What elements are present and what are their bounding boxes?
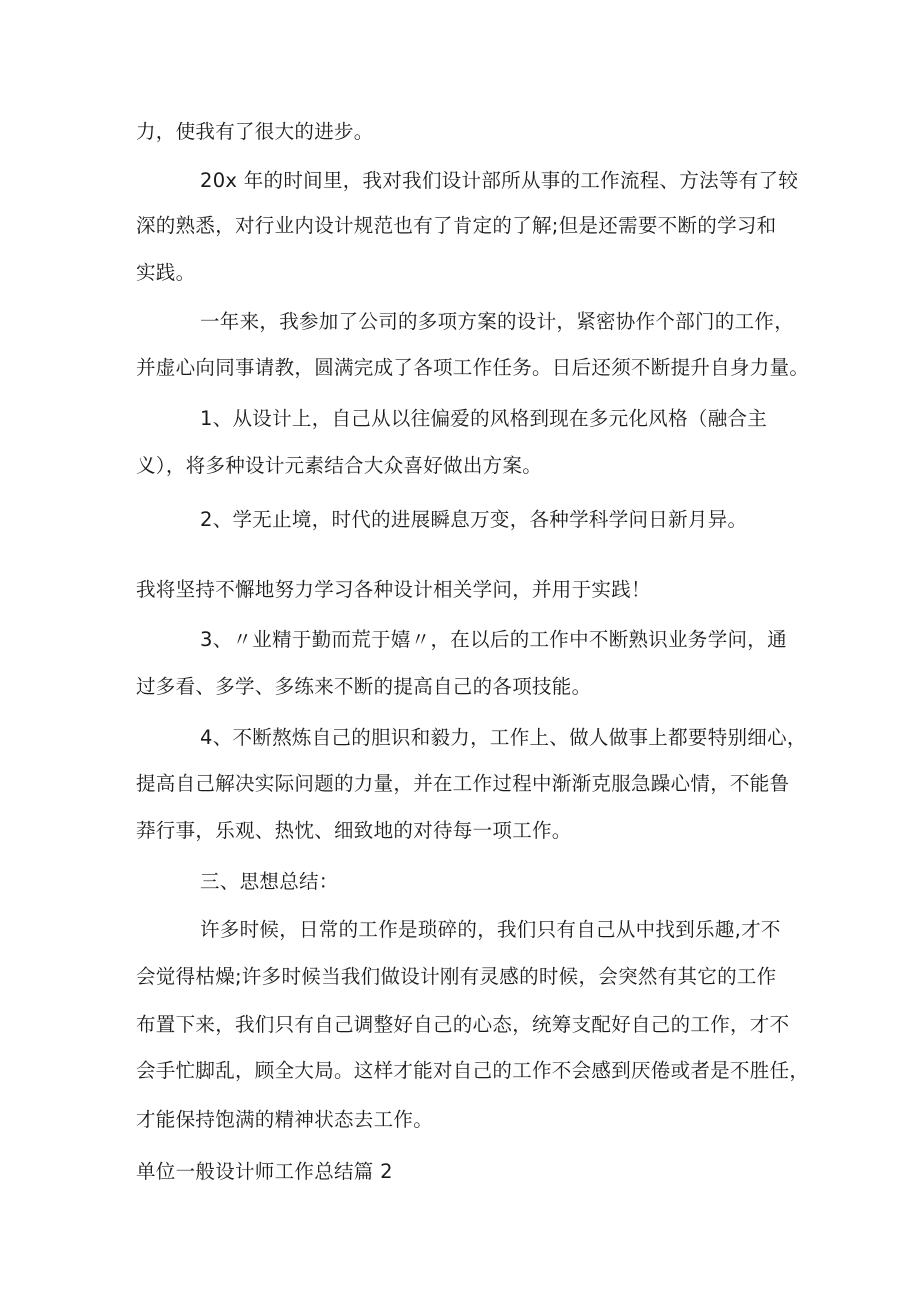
text-line: 力，使我有了很大的进步。 xyxy=(136,120,374,143)
text-line: 4、不断熬炼自己的胆识和毅力，工作上、做人做事上都要特别细心， xyxy=(200,726,807,749)
section-heading: 三、思想总结： xyxy=(200,870,339,893)
text-line: 并虚心向同事请教，圆满完成了各项工作任务。日后还须不断提升自身力量。 xyxy=(136,356,810,379)
text-line: 莽行事，乐观、热忱、细致地的对待每一项工作。 xyxy=(136,819,572,842)
document-title: 单位一般设计师工作总结篇 2 xyxy=(136,1160,393,1183)
text-line: 会手忙脚乱，顾全大局。这样才能对自己的工作不会感到厌倦或者是不胜任， xyxy=(136,1059,810,1082)
text-line: 会觉得枯燥;许多时候当我们做设计刚有灵感的时候，会突然有其它的工作 xyxy=(136,965,777,988)
text-line: 我将坚持不懈地努力学习各种设计相关学问，并用于实践！ xyxy=(136,578,651,601)
text-line: 1、从设计上，自己从以往偏爱的风格到现在多元化风格（融合主 xyxy=(200,407,768,430)
text-line: 过多看、多学、多练来不断的提高自己的各项技能。 xyxy=(136,675,592,698)
text-line: 一年来，我参加了公司的多项方案的设计，紧密协作个部门的工作， xyxy=(200,310,795,333)
text-line: 布置下来，我们只有自己调整好自己的心态，统筹支配好自己的工作，才不 xyxy=(136,1013,790,1036)
text-line: 深的熟悉，对行业内设计规范也有了肯定的了解;但是还需要不断的学习和 xyxy=(136,214,777,237)
text-line: 2、学无止境，时代的进展瞬息万变，各种学科学问日新月异。 xyxy=(200,508,748,531)
text-line: 20x 年的时间里，我对我们设计部所从事的工作流程、方法等有了较 xyxy=(200,169,799,192)
text-line: 义），将多种设计元素结合大众喜好做出方案。 xyxy=(136,454,543,477)
text-line: 提高自己解决实际问题的力量，并在工作过程中渐渐克服急躁心情，不能鲁 xyxy=(136,772,790,795)
text-line: 许多时候，日常的工作是琐碎的，我们只有自己从中找到乐趣,才不 xyxy=(200,918,781,941)
text-line: 实践。 xyxy=(136,261,196,284)
text-line: 才能保持饱满的精神状态去工作。 xyxy=(136,1108,434,1131)
text-line: 3、〃业精于勤而荒于嬉〃，在以后的工作中不断熟识业务学问，通 xyxy=(200,628,787,651)
